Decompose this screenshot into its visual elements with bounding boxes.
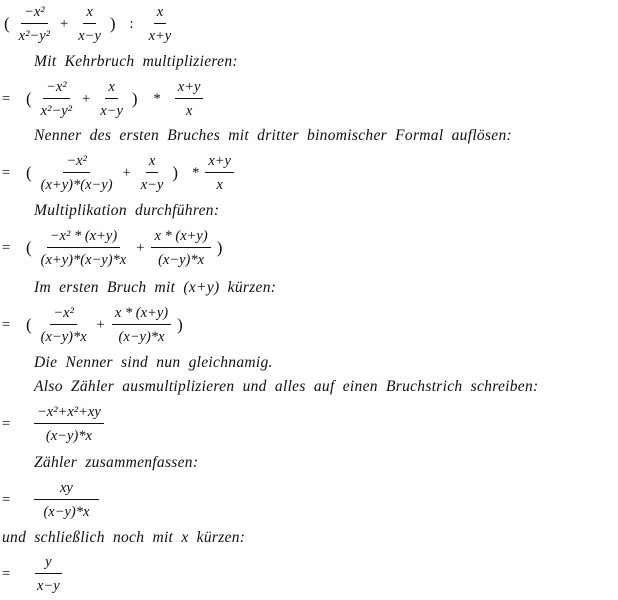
- plus-operator: +: [136, 240, 145, 256]
- numerator: −x²+x²+xy: [34, 402, 104, 424]
- denominator: x: [185, 103, 193, 119]
- equals-sign: =: [2, 492, 11, 508]
- multiply-operator: *: [153, 91, 161, 107]
- paren-open: (: [26, 238, 32, 257]
- numerator: x: [83, 2, 95, 24]
- fraction-1: [34, 552, 63, 596]
- denominator: (x−y)*x: [158, 252, 205, 268]
- expression-step-4: [0, 301, 187, 349]
- fraction-2: [97, 77, 126, 121]
- equals-sign: =: [2, 165, 11, 181]
- explanation-text: Also Zähler ausmultiplizieren und alles auf einen Bruchstrich schreiben:: [34, 378, 539, 395]
- numerator: x+y: [175, 77, 204, 99]
- paren-close: ): [131, 89, 138, 108]
- paren-close: ): [172, 163, 179, 182]
- numerator: −x²: [43, 77, 70, 99]
- paren-open: (: [26, 163, 32, 182]
- denominator: (x−y)*x: [45, 428, 92, 444]
- denominator: x²−y²: [40, 103, 73, 119]
- equals-sign: =: [2, 317, 11, 333]
- denominator: x−y: [37, 578, 60, 594]
- numerator: x: [146, 151, 158, 173]
- equals-sign: =: [2, 91, 11, 107]
- fraction-1: [34, 478, 99, 522]
- denominator: x−y: [140, 177, 164, 193]
- fraction-1: [16, 2, 53, 46]
- fraction-3: [175, 77, 204, 121]
- numerator: y: [35, 552, 61, 574]
- numerator: −x²: [50, 303, 77, 325]
- expression-step-2: [0, 149, 236, 197]
- expression-original: [0, 0, 176, 48]
- numerator: x: [154, 2, 166, 24]
- explanation-text: Mit Kehrbruch multiplizieren:: [34, 53, 238, 70]
- paren-close: ): [216, 238, 223, 257]
- fraction-1: [38, 303, 90, 347]
- explanation-text: und schließlich noch mit x kürzen:: [2, 529, 246, 546]
- equals-sign: =: [2, 416, 11, 432]
- expression-step-3: [0, 224, 226, 272]
- denominator: (x−y)*x: [40, 329, 87, 345]
- numerator: x+y: [205, 151, 234, 173]
- denominator: x−y: [78, 28, 101, 44]
- numerator: x * (x+y): [151, 226, 210, 248]
- numerator: −x²: [63, 151, 90, 173]
- fraction-2: [75, 2, 104, 46]
- denominator: x²−y²: [18, 28, 51, 44]
- paren-open: (: [26, 315, 32, 334]
- expression-result: [0, 550, 65, 598]
- plus-operator: +: [82, 91, 91, 107]
- division-operator: :: [129, 16, 134, 32]
- numerator: −x² * (x+y): [47, 226, 120, 248]
- denominator: (x−y)*x: [118, 329, 165, 345]
- equals-sign: =: [2, 240, 11, 256]
- plus-operator: +: [60, 16, 69, 32]
- fraction-3: [146, 2, 175, 46]
- denominator: x: [216, 177, 223, 193]
- explanation-text: Im ersten Bruch mit (x+y) kürzen:: [34, 279, 277, 296]
- paren-close: ): [177, 315, 183, 334]
- expression-step-1: [0, 75, 205, 123]
- numerator: −x²: [21, 2, 48, 24]
- explanation-text: Zähler zusammenfassen:: [34, 454, 199, 471]
- numerator: xy: [34, 478, 99, 500]
- fraction-2: [138, 151, 167, 195]
- plus-operator: +: [96, 317, 105, 333]
- explanation-text: Nenner des ersten Bruches mit dritter binomischer Formal auflösen:: [34, 127, 512, 144]
- explanation-text: Multiplikation durchführen:: [34, 202, 220, 219]
- fraction-3: [205, 151, 234, 195]
- expression-step-5: [0, 400, 106, 448]
- denominator: (x+y)*(x−y)*x: [40, 252, 127, 268]
- equals-sign: =: [2, 566, 11, 582]
- denominator: (x+y)*(x−y): [40, 177, 113, 193]
- fraction-1: [34, 402, 104, 446]
- denominator: (x−y)*x: [43, 504, 90, 520]
- numerator: x: [105, 77, 117, 99]
- fraction-2: [112, 303, 171, 347]
- numerator: x * (x+y): [112, 303, 171, 325]
- denominator: x−y: [100, 103, 123, 119]
- explanation-text: Die Nenner sind nun gleichnamig.: [34, 354, 273, 371]
- fraction-1: [38, 77, 75, 121]
- expression-step-6: [0, 476, 101, 524]
- paren-open: (: [4, 14, 10, 33]
- fraction-1: [38, 226, 130, 270]
- fraction-2: [151, 226, 210, 270]
- multiply-operator: *: [192, 165, 200, 181]
- fraction-1: [38, 151, 116, 195]
- denominator: x+y: [148, 28, 172, 44]
- plus-operator: +: [122, 165, 131, 181]
- paren-close: ): [109, 14, 116, 33]
- paren-open: (: [26, 89, 32, 108]
